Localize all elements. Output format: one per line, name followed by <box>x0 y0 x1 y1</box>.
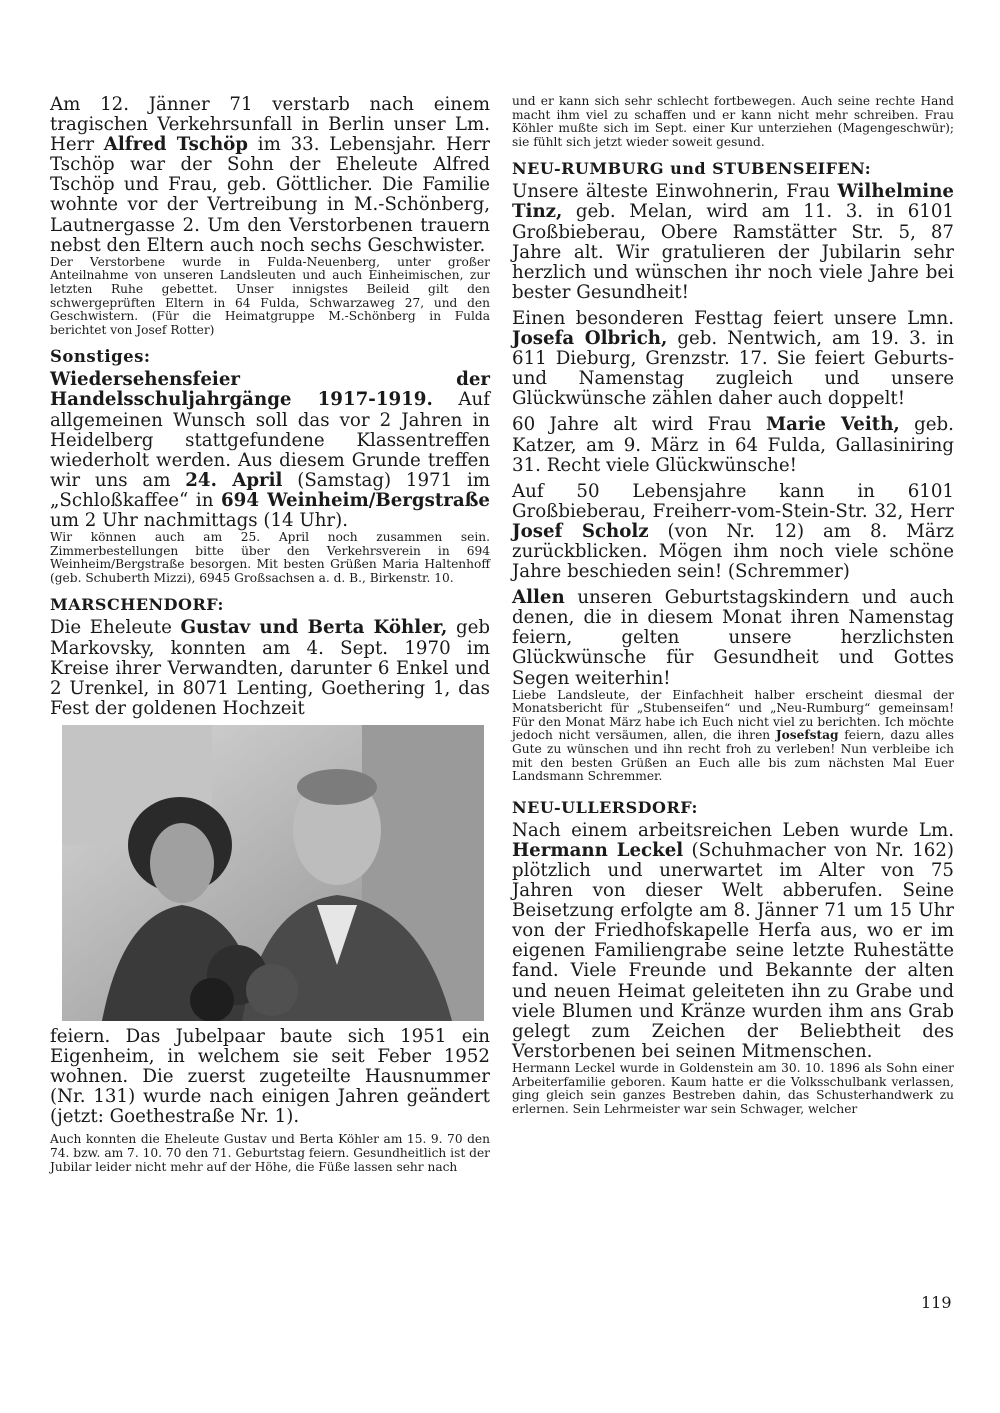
golden-wedding-koehler: Die Eheleute Gustav und Berta Köhler, geb Markovsky, konnten am 4. Sept. 1970 im Kreise ihrer Verwandten, darunter 6 Enkel und 2 Urenkel, in 8071 Lenting, Goethering 1, das Fest der goldenen Hochzeit <box>50 617 490 719</box>
golden-wedding-continued: feiern. Das Jubelpaar baute sich 1951 ein Eigenheim, in welchem sie seit Feber 1952 wohnen. Die zuerst zugeteilte Hausnummer (Nr. 131) wurde nach einigen Jahren geändert (jetzt: Goethestraße Nr. 1). <box>50 1025 490 1128</box>
couple-photo-drawing <box>62 725 484 1021</box>
birthday-scholz: Auf 50 Lebensjahre kann in 6101 Großbieberau, Freiherr-vom-Stein-Str. 32, Herr Josef Scholz (von Nr. 12) am 8. März zurückblicken. Mögen ihm noch viele schöne Jahre beschieden sein! (Schremmer) <box>512 480 954 583</box>
right-column <box>512 95 954 1116</box>
heading-sonstiges: Sonstiges: <box>50 347 151 367</box>
reunion-announcement: Wiedersehensfeier der Handelsschuljahrgänge 1917-1919. Auf allgemeinen Wunsch soll das vor 2 Jahren in Heidelberg stattgefundene Klassentreffen wiederholt werden. Aus diesem Grunde treffen wir uns am 24. April (Samstag) 1971 im „Schloßkaffee“ in 694 Weinheim/Bergstraße um 2 Uhr nachmittags (14 Uhr). <box>50 369 491 531</box>
reunion-note: Wir können auch am 25. April noch zusammen sein. Zimmerbestellungen bitte über den Verkehrsverein in 694 Weinheim/Bergstraße besorgen. Mit besten Grüßen Maria Haltenhoff (geb. Schuberth Mizzi), 6945 Großsachsen a. d. B., Birkenstr. 10. <box>50 530 490 585</box>
koehler-birthday-note: Auch konnten die Eheleute Gustav und Berta Köhler am 15. 9. 70 den 74. bzw. am 7. 10. 70 den 71. Geburtstag feiern. Gesundheitlich ist der Jubilar leider nicht mehr auf der Höhe, die Füße lassen sehr nach <box>50 1132 490 1174</box>
birthday-tinz: Unsere älteste Einwohnerin, Frau Wilhelmine Tinz, geb. Melan, wird am 11. 3. in 6101 Großbieberau, Obere Ramstätter Str. 5, 87 Jahre alt. Wir gratulieren der Jubilarin sehr herzlich und wünschen ihr noch viele Jahre bei bester Gesundheit! <box>512 181 954 303</box>
name-alfred-tschoep: Alfred Tschöp <box>103 134 249 156</box>
couple-photo <box>62 725 484 1021</box>
left-column <box>50 95 490 1174</box>
heading-neu-rumburg: NEU-RUMBURG und STUBENSEIFEN: <box>512 159 872 179</box>
koehler-note-continued: und er kann sich sehr schlecht fortbewegen. Auch seine rechte Hand macht ihm viel zu schaffen und er kann nicht mehr schreiben. Frau Köhler mußte sich im Sept. einer Kur unterziehen (Magengeschwür); sie fühlt sich jetzt wieder soweit gesund. <box>512 94 954 149</box>
heading-marschendorf: MARSCHENDORF: <box>50 595 224 615</box>
general-wishes: Allen unseren Geburtstagskindern und auch denen, die in diesem Monat ihren Namenstag feiern, gelten unsere herzlichsten Glückwünsche für Gesundheit und Gottes Segen weiterhin! <box>512 587 954 689</box>
leckel-biography: Hermann Leckel wurde in Goldenstein am 30. 10. 1896 als Sohn einer Arbeiterfamilie geboren. Kaum hatte er die Volksschulbank verlassen, ging gleich sein ganzes Bestreben dahin, das Schusterhandwerk zu erlernen. Sein Lehrmeister war sein Schwager, welcher <box>512 1060 954 1116</box>
birthday-veith: 60 Jahre alt wird Frau Marie Veith, geb. Katzer, am 9. März in 64 Fulda, Gallasiniring 31. Recht viele Glückwünsche! <box>512 414 954 476</box>
heading-neu-ullersdorf: NEU-ULLERSDORF: <box>512 797 698 817</box>
obituary-tschoep-note: Der Verstorbene wurde in Fulda-Neuenberg, unter großer Anteilnahme von unseren Landsleuten und auch Einheimischen, zur letzten Ruhe gebettet. Unser innigstes Beileid gilt den schwergeprüften Eltern in 64 Fulda, Schwarzaweg 27, und den Geschwistern. (Für die Heimatgruppe M.-Schönberg in Fulda berichtet von Josef Rotter) <box>50 254 490 337</box>
schremmer-letter: Liebe Landsleute, der Einfachheit halber erscheint diesmal der Monatsbericht für „Stubenseifen“ und „Neu-Rumburg“ gemeinsam! Für den Monat März habe ich Euch nicht viel zu berichten. Ich möchte jedoch nicht versäumen, allen, die ihren Josefstag feiern, dazu alles Gute zu wünschen und ihn recht froh zu verleben! Nun verbleibe ich mit den besten Grüßen an Euch alle bis zum nächsten Mal Euer Landsmann Schremmer. <box>512 687 955 784</box>
obituary-tschoep: Am 12. Jänner 71 verstarb nach einem tragischen Verkehrsunfall in Berlin unser Lm. Herr Alfred Tschöp im 33. Lebensjahr. Herr Tschöp war der Sohn der Eheleute Alfred Tschöp und Frau, geb. Göttlicher. Die Familie wohnte vor der Vertreibung in M.-Schönberg, Lautnergasse 2. Um den Verstorbenen trauern nebst den Eltern auch noch sechs Geschwister. <box>50 94 490 256</box>
page-number: 119 <box>921 1293 952 1312</box>
birthday-olbrich: Einen besonderen Festtag feiert unsere Lmn. Josefa Olbrich, geb. Nentwich, am 19. 3. in 611 Dieburg, Grenzstr. 17. Sie feiert Geburts- und Namenstag zugleich und unsere Glückwünsche zählen daher auch doppelt! <box>512 307 954 410</box>
obituary-leckel: Nach einem arbeitsreichen Leben wurde Lm. Hermann Leckel (Schuhmacher von Nr. 162) plötzlich und unerwartet im Alter von 75 Jahren von dieser Welt abberufen. Seine Beisetzung erfolgte am 8. Jänner 71 um 15 Uhr von der Friedhofskapelle Herfa aus, wo er im eigenen Familiengrabe seine letzte Ruhestätte fand. Viele Freunde und Bekannte der alten und neuen Heimat geleiteten ihn zu Grabe und viele Blumen und Kränze wurden ihm ans Grab gelegt zum Zeichen der Beliebtheit des Verstorbenen bei seinen Mitmenschen. <box>512 819 954 1062</box>
